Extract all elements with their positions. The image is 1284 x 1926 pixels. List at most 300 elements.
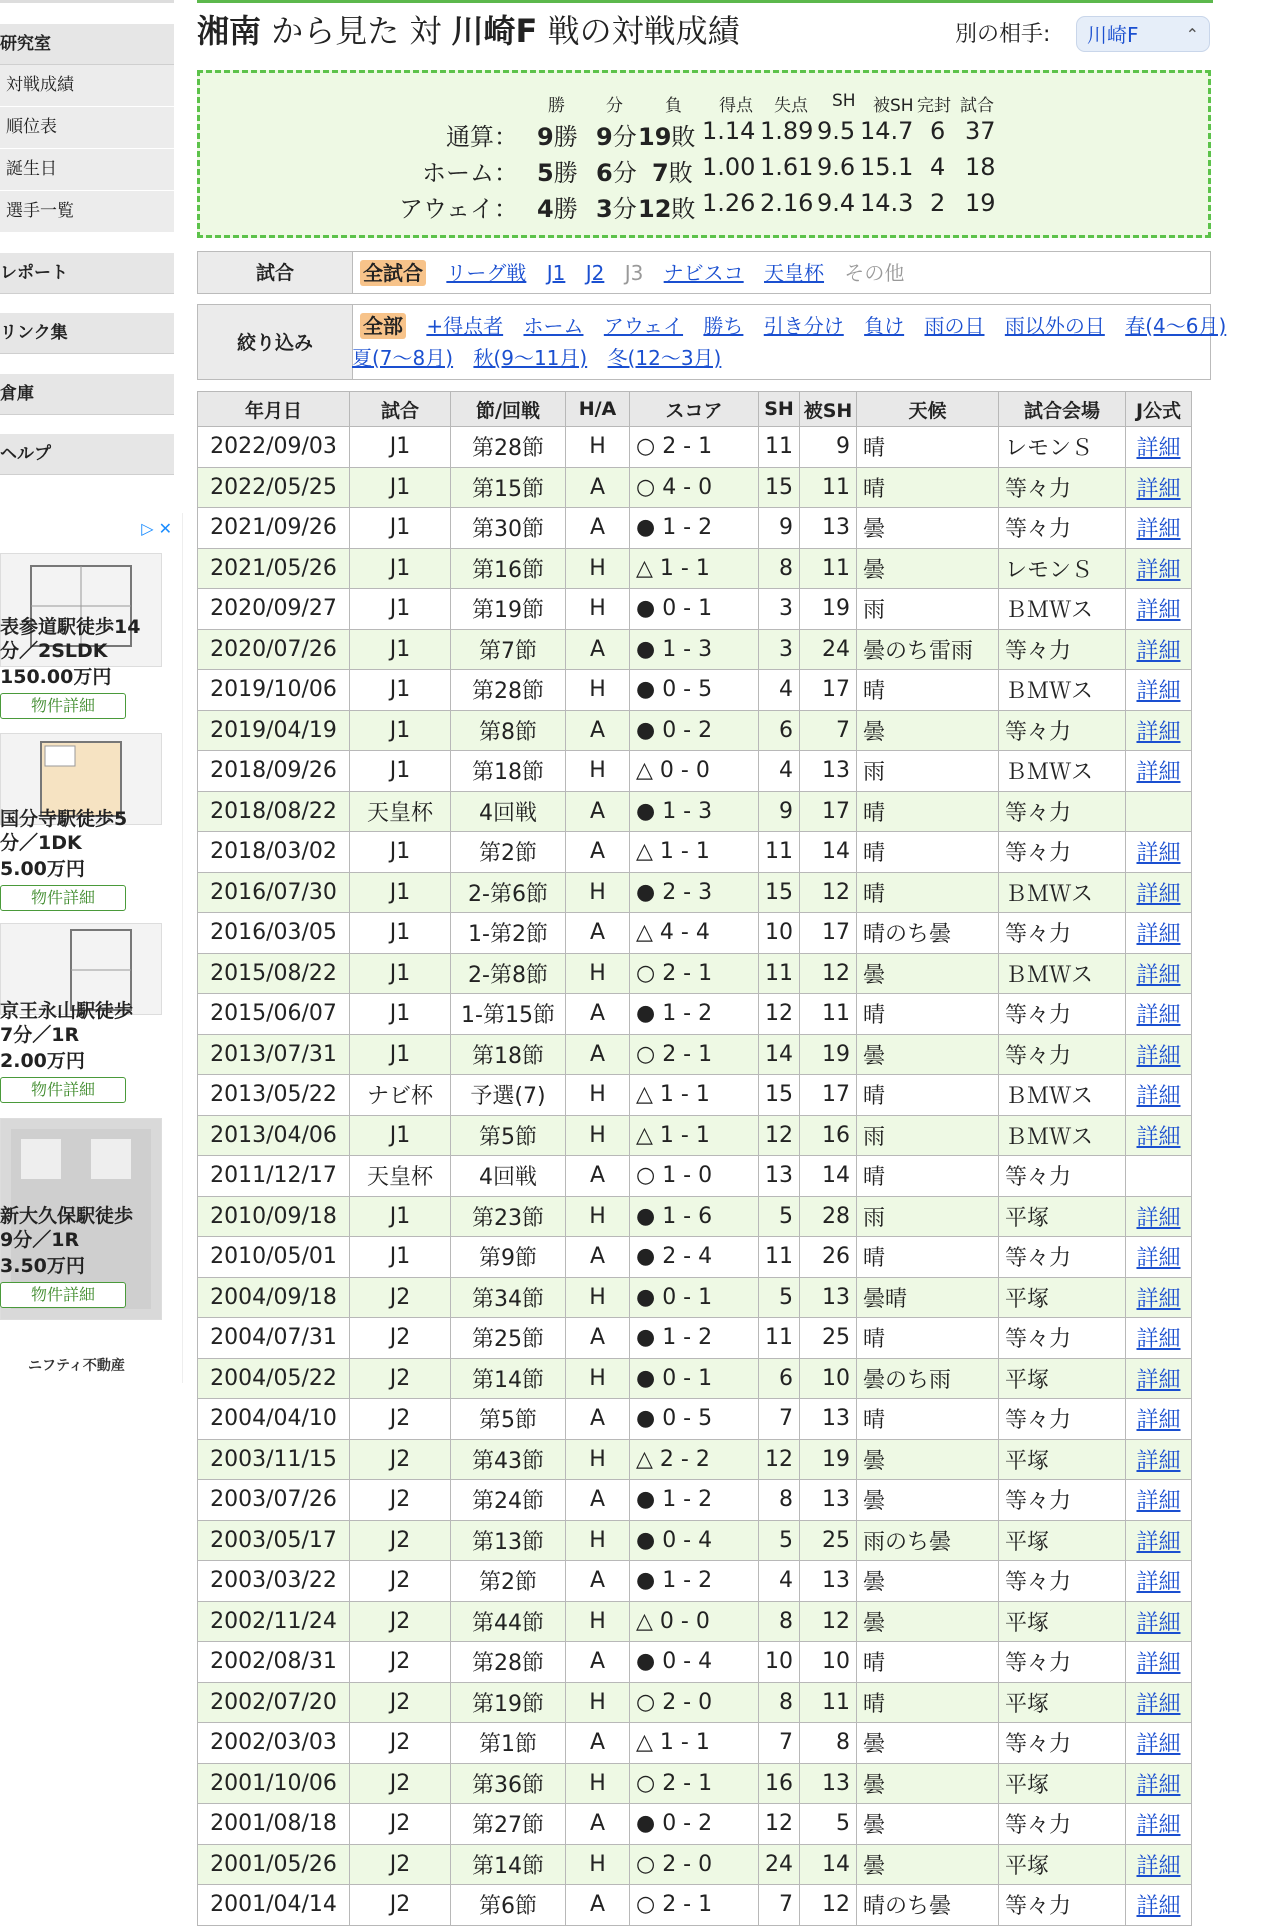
detail-link[interactable]: 詳細 <box>1136 922 1181 948</box>
filter-link-autumn[interactable]: 秋(9〜11月) <box>473 346 588 370</box>
detail-link[interactable]: 詳細 <box>1136 1124 1181 1150</box>
cell-round: 第1節 <box>451 1723 566 1764</box>
cell-home-away: H <box>566 1115 630 1156</box>
cell-date: 2003/11/15 <box>198 1439 350 1480</box>
detail-link[interactable]: 詳細 <box>1136 1205 1181 1231</box>
cell-weather: 晴のち曇 <box>857 1885 999 1926</box>
filter-link-j2[interactable]: J2 <box>585 261 605 285</box>
cell-round: 2-第6節 <box>451 872 566 913</box>
table-row <box>198 994 1192 1035</box>
cell-score: △ 0 - 0 <box>630 751 759 792</box>
cell-round: 第5節 <box>451 1399 566 1440</box>
cell-round: 第2節 <box>451 1561 566 1602</box>
cell-round: 第16節 <box>451 548 566 589</box>
cell-official <box>1126 1277 1192 1318</box>
detail-link[interactable]: 詳細 <box>1136 841 1181 867</box>
cell-shots-against: 11 <box>800 467 857 508</box>
cell-venue: 等々力 <box>999 467 1126 508</box>
team-name: 湘南 <box>197 12 262 50</box>
opponent-name: 川崎F <box>451 12 538 50</box>
cell-home-away: A <box>566 994 630 1035</box>
cell-shots-against: 13 <box>800 1561 857 1602</box>
cell-home-away: A <box>566 1723 630 1764</box>
cell-date: 2002/08/31 <box>198 1642 350 1683</box>
summary-header: 分 <box>606 96 623 116</box>
cell-shots: 6 <box>759 710 800 751</box>
cell-weather: 曇 <box>857 548 999 589</box>
filter-link-spring[interactable]: 春(4〜6月) <box>1125 314 1227 338</box>
cell-date: 2010/09/18 <box>198 1196 350 1237</box>
cell-shots-against: 12 <box>800 953 857 994</box>
cell-weather: 晴 <box>857 1075 999 1116</box>
cell-venue: ＢＭＷス <box>999 953 1126 994</box>
cell-weather: 晴 <box>857 1682 999 1723</box>
col-venue[interactable]: 試合会場 <box>999 392 1126 427</box>
detail-link[interactable]: 詳細 <box>1136 760 1181 786</box>
cell-home-away: H <box>566 589 630 630</box>
cell-weather: 曇 <box>857 1480 999 1521</box>
cell-round: 1-第2節 <box>451 913 566 954</box>
table-row <box>198 832 1192 873</box>
cell-round: 第19節 <box>451 589 566 630</box>
cell-home-away: A <box>566 1318 630 1359</box>
cell-official <box>1126 953 1192 994</box>
cell-official <box>1126 1763 1192 1804</box>
sidebar-item-label: 対戦成績 <box>6 75 74 95</box>
sidebar-section-archive[interactable] <box>0 374 174 415</box>
cell-weather: 曇のち雷雨 <box>857 629 999 670</box>
cell-shots: 12 <box>759 1115 800 1156</box>
filter-link-draw[interactable]: 引き分け <box>763 314 844 338</box>
detail-link[interactable]: 詳細 <box>1136 1084 1181 1110</box>
cell-date: 2018/09/26 <box>198 751 350 792</box>
col-official[interactable]: J公式 <box>1126 392 1192 427</box>
cell-venue: 等々力 <box>999 629 1126 670</box>
cell-official <box>1126 1520 1192 1561</box>
table-row <box>198 751 1192 792</box>
cell-home-away: H <box>566 1763 630 1804</box>
cell-date: 2022/09/03 <box>198 427 350 468</box>
filter-link-league[interactable]: リーグ戦 <box>446 261 527 285</box>
cell-shots-against: 24 <box>800 629 857 670</box>
cell-competition: J1 <box>350 1237 451 1278</box>
ad-title-line1: 京王永山駅徒歩 <box>0 1000 134 1022</box>
cell-official <box>1126 1601 1192 1642</box>
cell-round: 第19節 <box>451 1682 566 1723</box>
sidebar-section-lab[interactable] <box>0 24 174 65</box>
cell-round: 2-第8節 <box>451 953 566 994</box>
cell-official <box>1126 1034 1192 1075</box>
cell-venue: 等々力 <box>999 1318 1126 1359</box>
cell-score: △ 1 - 1 <box>630 548 759 589</box>
ad-title-line1: 新大久保駅徒歩 <box>0 1205 134 1227</box>
cell-weather: 曇のち雨 <box>857 1358 999 1399</box>
detail-link[interactable]: 詳細 <box>1136 1651 1181 1677</box>
cell-date: 2004/05/22 <box>198 1358 350 1399</box>
filter-narrow-row <box>197 304 1227 380</box>
summary-header: 失点 <box>774 96 808 116</box>
filter-narrow-label: 絞り込み <box>198 305 353 379</box>
cell-official <box>1126 1480 1192 1521</box>
cell-venue: 平塚 <box>999 1196 1126 1237</box>
cell-competition: J1 <box>350 872 451 913</box>
filter-link-nabisco[interactable]: ナビスコ <box>663 261 744 285</box>
cell-round: 第5節 <box>451 1115 566 1156</box>
cell-competition: J2 <box>350 1561 451 1602</box>
cell-competition: J1 <box>350 1115 451 1156</box>
ad-title-line2: 分／1DK <box>0 832 82 854</box>
cell-home-away: H <box>566 953 630 994</box>
cell-competition: J1 <box>350 913 451 954</box>
cell-score: ● 2 - 3 <box>630 872 759 913</box>
cell-round: 第2節 <box>451 832 566 873</box>
cell-shots-against: 9 <box>800 427 857 468</box>
cell-score: ○ 2 - 1 <box>630 1763 759 1804</box>
cell-weather: 晴 <box>857 670 999 711</box>
cell-home-away: A <box>566 1642 630 1683</box>
cell-competition: J1 <box>350 832 451 873</box>
cell-competition: J1 <box>350 508 451 549</box>
cell-shots: 7 <box>759 1723 800 1764</box>
sidebar-item-label: 順位表 <box>6 117 57 137</box>
cell-shots: 5 <box>759 1520 800 1561</box>
detail-link[interactable]: 詳細 <box>1136 962 1181 988</box>
table-row <box>198 710 1192 751</box>
detail-link[interactable]: 詳細 <box>1136 638 1181 664</box>
title-suffix: 戦の対戦成績 <box>547 12 740 50</box>
cell-official <box>1126 1237 1192 1278</box>
table-row <box>198 467 1192 508</box>
cell-competition: J2 <box>350 1439 451 1480</box>
cell-competition: J2 <box>350 1804 451 1845</box>
cell-venue: 等々力 <box>999 1561 1126 1602</box>
ad-title-line2: 7分／1R <box>0 1024 80 1046</box>
cell-competition: J1 <box>350 548 451 589</box>
detail-link[interactable]: 詳細 <box>1136 1610 1181 1636</box>
cell-home-away: A <box>566 832 630 873</box>
detail-link[interactable]: 詳細 <box>1136 1286 1181 1312</box>
detail-link[interactable]: 詳細 <box>1136 1691 1181 1717</box>
cell-home-away: H <box>566 1439 630 1480</box>
ad-detail-button[interactable]: 物件詳細 <box>0 1282 126 1308</box>
cell-shots-against: 14 <box>800 1156 857 1197</box>
cell-shots: 10 <box>759 1642 800 1683</box>
opponent-select[interactable] <box>1076 16 1210 52</box>
cell-date: 2021/05/26 <box>198 548 350 589</box>
cell-date: 2004/09/18 <box>198 1277 350 1318</box>
cell-home-away: H <box>566 1601 630 1642</box>
cell-competition: J1 <box>350 1034 451 1075</box>
filter-link-summer[interactable]: 夏(7〜8月) <box>352 346 454 370</box>
cell-venue: 等々力 <box>999 1642 1126 1683</box>
ad-panel[interactable] <box>0 513 183 1383</box>
cell-score: ○ 2 - 0 <box>630 1682 759 1723</box>
cell-round: 第28節 <box>451 670 566 711</box>
detail-link[interactable]: 詳細 <box>1136 557 1181 583</box>
cell-shots-against: 19 <box>800 1034 857 1075</box>
cell-date: 2004/04/10 <box>198 1399 350 1440</box>
cell-home-away: A <box>566 1804 630 1845</box>
summary-box: 勝 分 負 得点 失点 SH 被SH 完封 試合 通算： 9勝 9分 19敗 1.14 1.89 9.5 14.7 6 37 ホーム： 5勝 6分 7敗 1.00 1.61 9.6 15.1 4 18 アウェイ： 4勝 3分 12敗 1.26 2.16 9.4 14.3 2 19 <box>197 70 1211 238</box>
cell-venue: 等々力 <box>999 508 1126 549</box>
other-opponent-label: 別の相手: <box>955 22 1051 47</box>
table-row <box>198 427 1192 468</box>
cell-shots: 6 <box>759 1358 800 1399</box>
table-row <box>198 1763 1192 1804</box>
sidebar-section-label: 倉庫 <box>0 384 34 404</box>
detail-link[interactable]: 詳細 <box>1136 1408 1181 1434</box>
cell-shots: 4 <box>759 670 800 711</box>
cell-shots: 16 <box>759 1763 800 1804</box>
table-row <box>198 1885 1192 1926</box>
cell-venue: 等々力 <box>999 1399 1126 1440</box>
cell-round: 4回戦 <box>451 791 566 832</box>
detail-link[interactable]: 詳細 <box>1136 1570 1181 1596</box>
cell-official <box>1126 1156 1192 1197</box>
cell-score: ● 0 - 1 <box>630 1358 759 1399</box>
cell-home-away: H <box>566 872 630 913</box>
cell-competition: 天皇杯 <box>350 791 451 832</box>
filter-link-home[interactable]: ホーム <box>523 314 584 338</box>
cell-shots: 7 <box>759 1399 800 1440</box>
summary-row-label: アウェイ： <box>398 195 518 223</box>
cell-official <box>1126 1561 1192 1602</box>
cell-shots: 14 <box>759 1034 800 1075</box>
detail-link[interactable]: 詳細 <box>1136 598 1181 624</box>
cell-home-away: H <box>566 751 630 792</box>
ad-price: 150.00万円 <box>0 666 112 688</box>
cell-shots: 13 <box>759 1156 800 1197</box>
cell-round: 4回戦 <box>451 1156 566 1197</box>
cell-competition: J2 <box>350 1480 451 1521</box>
cell-shots-against: 17 <box>800 791 857 832</box>
cell-round: 第28節 <box>451 427 566 468</box>
col-round[interactable]: 節/回戦 <box>451 392 566 427</box>
cell-date: 2013/05/22 <box>198 1075 350 1116</box>
cell-shots-against: 14 <box>800 1844 857 1885</box>
table-row <box>198 872 1192 913</box>
cell-weather: 晴 <box>857 1399 999 1440</box>
table-row <box>198 1034 1192 1075</box>
ad-detail-button[interactable]: 物件詳細 <box>0 693 126 719</box>
cell-competition: J1 <box>350 1196 451 1237</box>
sidebar-item-standings[interactable] <box>0 107 174 149</box>
table-row <box>198 589 1192 630</box>
table-row <box>198 670 1192 711</box>
detail-link[interactable]: 詳細 <box>1136 1043 1181 1069</box>
cell-venue: 平塚 <box>999 1601 1126 1642</box>
table-row <box>198 791 1192 832</box>
page-title <box>197 8 740 54</box>
sidebar-section-links[interactable] <box>0 313 174 354</box>
cell-round: 第14節 <box>451 1358 566 1399</box>
cell-shots-against: 5 <box>800 1804 857 1845</box>
sidebar-section-help[interactable] <box>0 434 174 475</box>
detail-link[interactable]: 詳細 <box>1136 1003 1181 1029</box>
cell-home-away: H <box>566 548 630 589</box>
filter-link-away[interactable]: アウェイ <box>603 314 684 338</box>
cell-official <box>1126 710 1192 751</box>
detail-link[interactable]: 詳細 <box>1136 1853 1181 1879</box>
filter-link-scorers[interactable]: +得点者 <box>426 314 504 338</box>
table-row <box>198 1480 1192 1521</box>
cell-date: 2001/05/26 <box>198 1844 350 1885</box>
cell-weather: 曇 <box>857 1561 999 1602</box>
sidebar-item-birthday[interactable] <box>0 149 174 191</box>
detail-link[interactable]: 詳細 <box>1136 476 1181 502</box>
chevron-updown-icon: ⌃ <box>1185 25 1199 44</box>
cell-date: 2022/05/25 <box>198 467 350 508</box>
ad-choices-icon[interactable]: ▷ ✕ <box>141 519 172 538</box>
filter-option-selected[interactable]: 全部 <box>360 313 406 339</box>
cell-weather: 晴 <box>857 1237 999 1278</box>
cell-round: 第44節 <box>451 1601 566 1642</box>
ad-detail-button[interactable]: 物件詳細 <box>0 885 126 911</box>
detail-link[interactable]: 詳細 <box>1136 1489 1181 1515</box>
cell-official <box>1126 1804 1192 1845</box>
cell-round: 第6節 <box>451 1885 566 1926</box>
table-row <box>198 1804 1192 1845</box>
cell-venue: ＢＭＷス <box>999 872 1126 913</box>
table-row <box>198 1682 1192 1723</box>
cell-shots: 12 <box>759 1804 800 1845</box>
table-row <box>198 1196 1192 1237</box>
cell-score: ● 0 - 1 <box>630 589 759 630</box>
cell-score: ○ 2 - 1 <box>630 427 759 468</box>
col-home-away[interactable]: H/A <box>566 392 630 427</box>
col-competition[interactable]: 試合 <box>350 392 451 427</box>
filter-option-selected[interactable]: 全試合 <box>360 260 426 286</box>
cell-shots: 3 <box>759 629 800 670</box>
cell-weather: 曇 <box>857 1034 999 1075</box>
detail-link[interactable]: 詳細 <box>1136 1894 1181 1920</box>
table-header-row <box>198 392 1192 427</box>
cell-home-away: A <box>566 1399 630 1440</box>
col-score[interactable]: スコア <box>630 392 759 427</box>
cell-home-away: A <box>566 1156 630 1197</box>
cell-weather: 晴 <box>857 872 999 913</box>
cell-home-away: H <box>566 1682 630 1723</box>
ad-detail-button[interactable]: 物件詳細 <box>0 1077 126 1103</box>
cell-weather: 晴のち曇 <box>857 913 999 954</box>
cell-shots: 12 <box>759 994 800 1035</box>
col-date[interactable]: 年月日 <box>198 392 350 427</box>
cell-weather: 晴 <box>857 1318 999 1359</box>
sidebar-item-label: 選手一覧 <box>6 201 74 221</box>
cell-competition: J1 <box>350 994 451 1035</box>
sidebar-section-report[interactable] <box>0 253 174 294</box>
cell-competition: J2 <box>350 1642 451 1683</box>
cell-date: 2020/07/26 <box>198 629 350 670</box>
table-row <box>198 913 1192 954</box>
detail-link[interactable]: 詳細 <box>1136 1367 1181 1393</box>
filter-link-win[interactable]: 勝ち <box>703 314 744 338</box>
cell-weather: 曇 <box>857 1723 999 1764</box>
summary-row-label: 通算： <box>446 123 518 151</box>
col-shots-against[interactable]: 被SH <box>800 392 857 427</box>
cell-date: 2003/05/17 <box>198 1520 350 1561</box>
cell-shots-against: 14 <box>800 832 857 873</box>
detail-link[interactable]: 詳細 <box>1136 719 1181 745</box>
cell-score: ● 0 - 4 <box>630 1642 759 1683</box>
cell-date: 2003/07/26 <box>198 1480 350 1521</box>
cell-score: ● 1 - 2 <box>630 1318 759 1359</box>
cell-official <box>1126 1399 1192 1440</box>
cell-round: 第34節 <box>451 1277 566 1318</box>
table-row <box>198 1844 1192 1885</box>
table-row <box>198 1115 1192 1156</box>
summary-header: 完封 <box>917 96 951 116</box>
ad-title-line2: 9分／1R <box>0 1229 80 1251</box>
filter-link-j1[interactable]: J1 <box>546 261 566 285</box>
filter-link-loss[interactable]: 負け <box>864 314 905 338</box>
cell-round: 第14節 <box>451 1844 566 1885</box>
cell-round: 第18節 <box>451 751 566 792</box>
cell-date: 2020/09/27 <box>198 589 350 630</box>
cell-shots-against: 13 <box>800 508 857 549</box>
sidebar-item-matchup[interactable] <box>0 65 174 107</box>
cell-official <box>1126 1885 1192 1926</box>
detail-link[interactable]: 詳細 <box>1136 517 1181 543</box>
cell-round: 第8節 <box>451 710 566 751</box>
detail-link[interactable]: 詳細 <box>1136 1813 1181 1839</box>
cell-date: 2002/07/20 <box>198 1682 350 1723</box>
cell-home-away: A <box>566 467 630 508</box>
cell-competition: J1 <box>350 427 451 468</box>
table-row <box>198 629 1192 670</box>
detail-link[interactable]: 詳細 <box>1136 1448 1181 1474</box>
detail-link[interactable]: 詳細 <box>1136 679 1181 705</box>
table-row <box>198 1520 1192 1561</box>
cell-weather: 晴 <box>857 791 999 832</box>
detail-link[interactable]: 詳細 <box>1136 1246 1181 1272</box>
cell-round: 第13節 <box>451 1520 566 1561</box>
cell-score: △ 0 - 0 <box>630 1601 759 1642</box>
sidebar-item-players[interactable] <box>0 191 174 233</box>
cell-round: 第36節 <box>451 1763 566 1804</box>
cell-official <box>1126 1318 1192 1359</box>
filter-link-emperors-cup[interactable]: 天皇杯 <box>764 261 825 285</box>
cell-venue: 等々力 <box>999 1480 1126 1521</box>
filter-link-no-rain[interactable]: 雨以外の日 <box>1004 314 1105 338</box>
cell-date: 2019/04/19 <box>198 710 350 751</box>
col-weather[interactable]: 天候 <box>857 392 999 427</box>
detail-link[interactable]: 詳細 <box>1136 1529 1181 1555</box>
cell-venue: 等々力 <box>999 1034 1126 1075</box>
col-shots[interactable]: SH <box>759 392 800 427</box>
cell-date: 2003/03/22 <box>198 1561 350 1602</box>
cell-competition: J1 <box>350 751 451 792</box>
cell-score: △ 1 - 1 <box>630 1115 759 1156</box>
cell-score: ● 1 - 2 <box>630 508 759 549</box>
results-table <box>197 391 1192 1926</box>
cell-shots: 11 <box>759 953 800 994</box>
cell-official <box>1126 1682 1192 1723</box>
filter-link-rain[interactable]: 雨の日 <box>924 314 985 338</box>
cell-score: △ 1 - 1 <box>630 832 759 873</box>
detail-link[interactable]: 詳細 <box>1136 1772 1181 1798</box>
detail-link[interactable]: 詳細 <box>1136 881 1181 907</box>
detail-link[interactable]: 詳細 <box>1136 1732 1181 1758</box>
table-row <box>198 1277 1192 1318</box>
title-connector: から見た 対 <box>271 12 442 50</box>
cell-shots: 11 <box>759 427 800 468</box>
detail-link[interactable]: 詳細 <box>1136 1327 1181 1353</box>
detail-link[interactable]: 詳細 <box>1136 436 1181 462</box>
cell-score: ● 0 - 4 <box>630 1520 759 1561</box>
filter-link-winter[interactable]: 冬(12〜3月) <box>607 346 722 370</box>
cell-home-away: H <box>566 1844 630 1885</box>
